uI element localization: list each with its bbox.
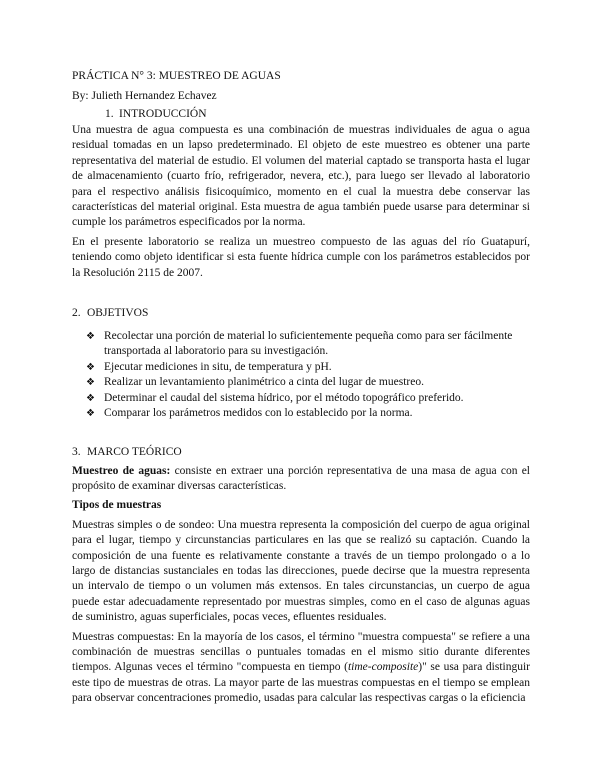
- section-title: MARCO TEÓRICO: [87, 445, 182, 458]
- intro-paragraph-1: Una muestra de agua compuesta es una combinación de muestras individuales de agua o agua residual tomadas en un lapso predeterminado. El objeto de este muestreo es obtener una parte representativa del material de estudio. El volumen del material captado se transporta hasta el lugar de almacenamiento (cuarto frío, refrigerador, nevera, etc.), para luego ser llevado al laboratorio para el respectivo análisis fisicoquímico, momento en el cual la muestra debe conservar las características del material original. Esta muestra de agua también puede usarse para determinar si cumple los parámetros especificados por la norma.: [72, 124, 530, 229]
- section-heading-objetivos: [72, 305, 530, 321]
- list-item-text: Ejecutar mediciones in situ, de temperatura y pH.: [104, 360, 332, 373]
- italic-term: time-composite: [347, 661, 419, 674]
- definition-term: Muestreo de aguas:: [72, 464, 171, 477]
- document-author: By: Julieth Hernandez Echavez: [72, 90, 217, 102]
- intro-paragraph-2: En el presente laboratorio se realiza un muestreo compuesto de las aguas del río Guatapurí, teniendo como objeto identificar si esta fuente hídrica cumple con los parámetros establecidos por la Resolución 2115 de 2007.: [72, 235, 530, 279]
- list-item-text: Comparar los parámetros medidos con lo establecido por la norma.: [104, 407, 413, 420]
- objetivos-list: [72, 329, 530, 421]
- section-spacer: [72, 285, 530, 305]
- paragraph-text-part: Muestras compuestas: En la mayoría de los casos, el término "muestra compuesta" se refiere a una combinación de muestras sencillas o puntuales tomadas en el mismo sitio durante diferentes tiempos. Algunas veces el término "compuesta en tiempo (: [72, 630, 530, 674]
- diamond-bullet-icon: ❖: [86, 361, 95, 373]
- document-title: PRÁCTICA N° 3: MUESTREO DE AGUAS: [72, 70, 281, 82]
- document-page: [72, 68, 530, 711]
- section-number: 2.: [72, 307, 81, 320]
- muestreo-definition: [72, 464, 530, 495]
- muestras-compuestas-paragraph: [72, 630, 530, 707]
- section-number: 1.: [105, 108, 114, 120]
- list-item-text: Determinar el caudal del sistema hídrico, por el método topográfico preferido.: [104, 391, 464, 404]
- subheading-text: Tipos de muestras: [72, 499, 162, 512]
- section-title: OBJETIVOS: [87, 307, 149, 320]
- section-number: 3.: [72, 445, 81, 458]
- list-item: [86, 375, 530, 390]
- list-item: [86, 329, 530, 360]
- diamond-bullet-icon: ❖: [86, 377, 95, 389]
- section-spacer: [72, 422, 530, 444]
- muestras-simples-paragraph: Muestras simples o de sondeo: Una muestra representa la composición del cuerpo de agua original para el lugar, tiempo y circunstancias particulares en las que se realizó su captación. Cuando la composición de una fuente es relativamente constante a través de un tiempo prolongado o a lo largo de distancias sustanciales en todas las direcciones, puede decirse que la muestra representa un intervalo de tiempo o un volumen más extensos. En tales circunstancias, un cuerpo de agua puede estar adecuadamente representado por muestras simples, como en el caso de algunas aguas de suministro, aguas superficiales, pocas veces, efluentes residuales.: [72, 518, 530, 624]
- diamond-bullet-icon: ❖: [86, 392, 95, 404]
- paragraph-text-part: )" se usa para distinguir este tipo de muestras de otras. La mayor parte de las muestras compuestas en el tiempo se emplean para observar concentraciones promedio, usadas para calcular las respectivas cargas o la eficiencia: [72, 661, 530, 705]
- definition-text: consiste en extraer una porción representativa de una masa de agua con el propósito de examinar diversas características.: [72, 464, 530, 492]
- diamond-bullet-icon: ❖: [86, 408, 95, 420]
- section-heading-introduccion: [72, 106, 530, 122]
- section-heading-marco-teorico: [72, 444, 530, 460]
- list-item: [86, 391, 530, 406]
- list-item: [86, 360, 530, 375]
- list-item-text: Realizar un levantamiento planimétrico a cinta del lugar de muestreo.: [104, 376, 424, 389]
- list-item-text: Recolectar una porción de material lo suficientemente pequeña como para ser fácilmente transportada al laboratorio para su investigación.: [104, 330, 513, 358]
- list-item: [86, 406, 530, 421]
- section-title: INTRODUCCIÓN: [119, 108, 207, 120]
- diamond-bullet-icon: ❖: [86, 331, 95, 343]
- tipos-heading: [72, 498, 530, 513]
